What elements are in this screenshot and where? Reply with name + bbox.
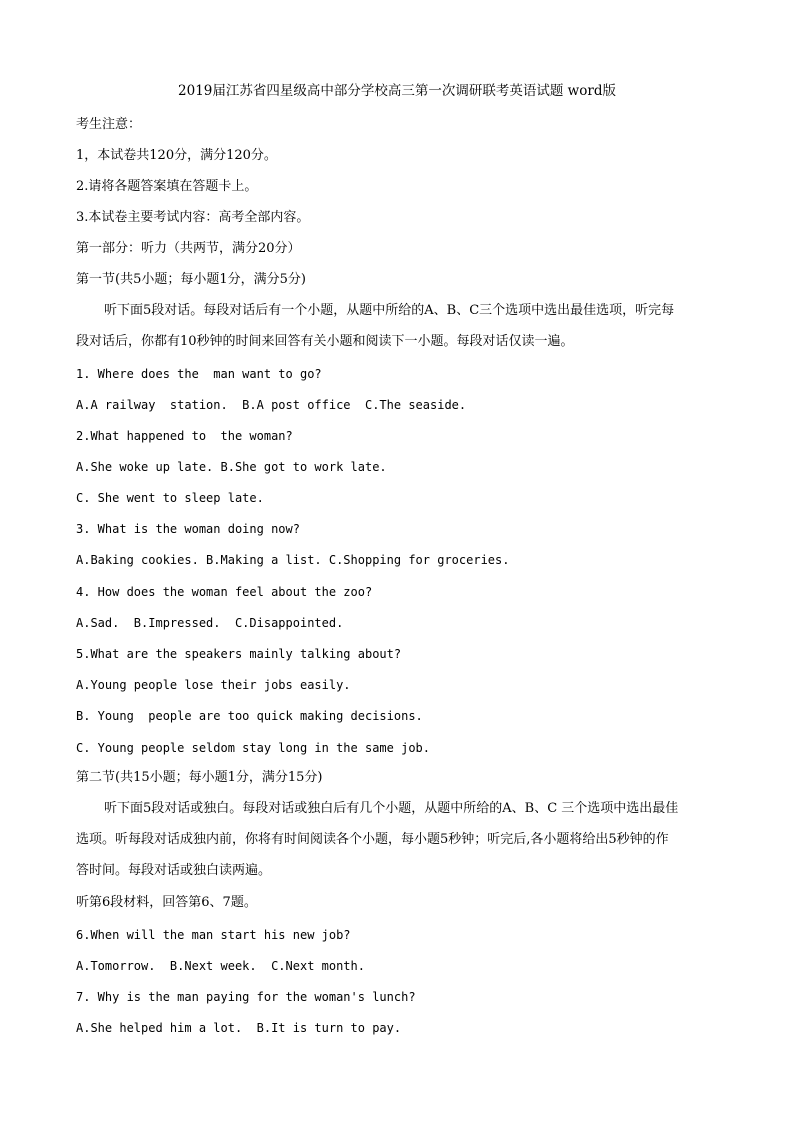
document-title: 2019届江苏省四星级高中部分学校高三第一次调研联考英语试题 word版 xyxy=(178,83,616,99)
option-line: B. Young people are too quick making decisions. xyxy=(76,709,423,723)
notice-line: 3.本试卷主要考试内容：高考全部内容。 xyxy=(76,210,310,225)
option-line: A.Baking cookies. B.Making a list. C.Shopping for groceries. xyxy=(76,553,510,567)
notice-heading: 考生注意： xyxy=(76,117,142,132)
question-line: 1. Where does the man want to go? xyxy=(76,367,322,381)
section2-instruction: 答时间。每段对话或独白读两遍。 xyxy=(76,863,272,878)
section1-instruction: 听下面5段对话。每段对话后有一个小题，从题中所给的A、B、C三个选项中选出最佳选项，听完每 xyxy=(104,303,675,318)
question-line: 5.What are the speakers mainly talking about? xyxy=(76,647,402,661)
section1-heading: 第一节(共5小题；每小题1分，满分5分) xyxy=(76,272,306,287)
option-line: C. She went to sleep late. xyxy=(76,491,264,505)
notice-line: 2.请将各题答案填在答题卡上。 xyxy=(76,179,258,194)
section1-instruction: 段对话后，你都有10秒钟的时间来回答有关小题和阅读下一小题。每段对话仅读一遍。 xyxy=(76,334,574,349)
option-line: C. Young people seldom stay long in the same job. xyxy=(76,741,431,755)
part1-heading: 第一部分：听力（共两节，满分20分） xyxy=(76,241,301,256)
question-line: 6.When will the man start his new job? xyxy=(76,928,351,942)
question-line: 2.What happened to the woman? xyxy=(76,429,293,443)
question-line: 7. Why is the man paying for the woman's lunch? xyxy=(76,990,416,1004)
option-line: A.She woke up late. B.She got to work late. xyxy=(76,460,387,474)
question-line: 3. What is the woman doing now? xyxy=(76,522,300,536)
option-line: A.Tomorrow. B.Next week. C.Next month. xyxy=(76,959,365,973)
option-line: A.Young people lose their jobs easily. xyxy=(76,678,351,692)
section2-instruction: 听下面5段对话或独白。每段对话或独白后有几个小题，从题中所给的A、B、C 三个选项中选出最佳 xyxy=(104,801,679,816)
material-note: 听第6段材料，回答第6、7题。 xyxy=(76,895,257,910)
option-line: A.Sad. B.Impressed. C.Disappointed. xyxy=(76,616,344,630)
option-line: A.A railway station. B.A post office C.The seaside. xyxy=(76,398,467,412)
option-line: A.She helped him a lot. B.It is turn to pay. xyxy=(76,1021,402,1035)
notice-line: 1，本试卷共120分，满分120分。 xyxy=(76,148,277,163)
section2-heading: 第二节(共15小题；每小题1分，满分15分) xyxy=(76,770,323,785)
question-line: 4. How does the woman feel about the zoo? xyxy=(76,585,373,599)
section2-instruction: 选项。听每段对话成独内前，你将有时间阅读各个小题，每小题5秒钟；听完后,各小题将给出5秒钟的作 xyxy=(76,832,669,847)
